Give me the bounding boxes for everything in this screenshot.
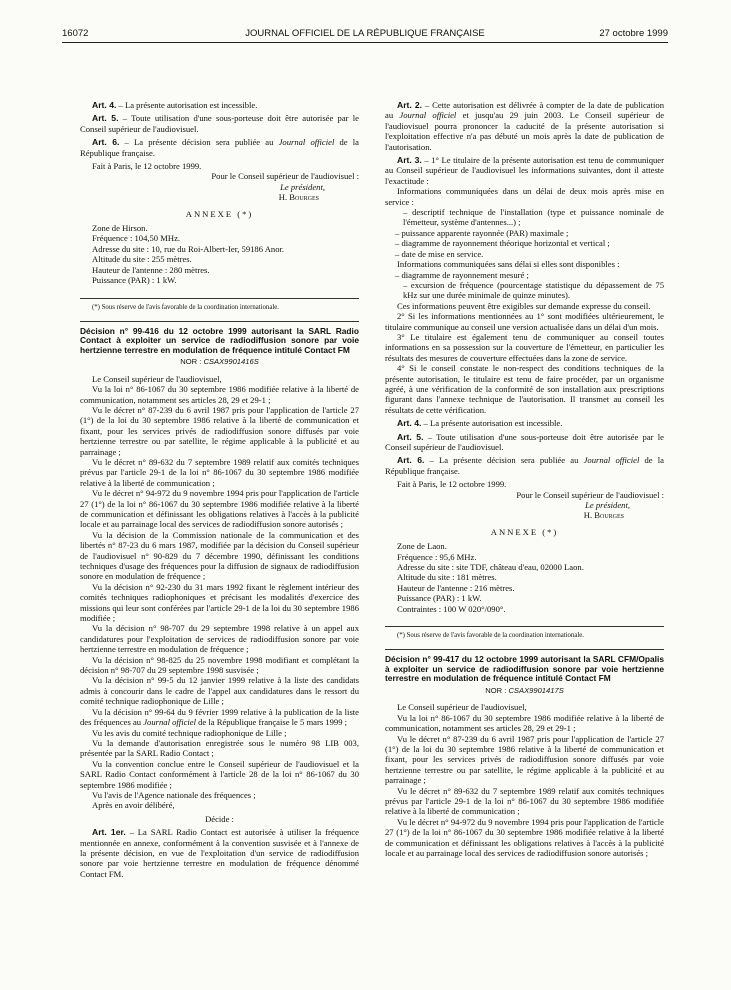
- signature-role: Le président,: [585, 500, 630, 511]
- paragraph: Le Conseil supérieur de l'audiovisuel,: [92, 373, 222, 384]
- decision-title: Décision n° 99-416 du 12 octobre 1999 autorisant la SARL Radio Contact à exploiter un service de radiodiffusion sonore par voie hertzienne terrestre en modulation de fréquence intitulé Contact FM: [80, 325, 359, 355]
- paragraph: Vu la convention conclue entre le Conseil supérieur de l'audiovisuel et la SARL Radio Contact conformément à l'article 28 de la loi n° 86-1067 du 30 septembre 1986 modifiée ;: [80, 758, 359, 790]
- paragraph: Vu la demande d'autorisation enregistrée sous le numéro 98 LIB 003, présentée par la SARL Radio Contact ;: [80, 737, 359, 759]
- list-item: – puissance apparente rayonnée (PAR) maximale ;: [395, 227, 569, 238]
- footnote: (*) Sous réserve de l'avis favorable de la coordination internationale.: [92, 303, 279, 311]
- paragraph: Vu la décision n° 98-707 du 29 septembre 1998 relative à un appel aux candidatures pour l'exploitation de services de radiodiffusion sonore par voie hertzienne terrestre en modulation de fréquence ;: [80, 623, 359, 655]
- nor-reference: NOR : CSAX9901417S: [485, 685, 564, 695]
- article-2: Art. 2. – Cette autorisation est délivrée à compter de la date de publication au Journal officiel et jusqu'au 29 juin 2003. Le Conseil supérieur de l'audiovisuel pourra prononcer la caducité de la présente autorisation si l'exploitation effective n'a pas débuté un mois après la date de publication de l'autorisation.: [385, 100, 665, 152]
- article-4: Art. 4. – La présente autorisation est incessible.: [397, 418, 563, 429]
- annex-heading: ANNEXE (*): [185, 208, 254, 219]
- paragraph: Vu le décret n° 89-632 du 7 septembre 1989 relatif aux comités techniques prévus par l'article 29-1 de la loi n° 86-1067 du 30 septembre 1986 modifiée relative à la liberté de communication ;: [80, 456, 359, 488]
- paragraph: Informations communiquées dans un délai de deux mois après mise en service :: [385, 186, 664, 207]
- paragraph: Vu la loi n° 86-1067 du 30 septembre 1986 modifiée relative à la liberté de communication, notamment ses articles 28, 29 et 29-1 ;: [80, 384, 359, 405]
- signature-name: H. Bourges: [583, 510, 624, 521]
- paragraph: Vu le décret n° 87-239 du 6 avril 1987 pris pour l'application de l'article 27 (1°) de la loi du 30 septembre 1986 relative à la liberté de communication et fixant, pour les services privés de radiodiffusion sonore diffusés par voie hertzienne terrestre ou par satellite, le régime applicable à la publicité et au parrainage ;: [385, 733, 664, 786]
- paragraph: Informations communiquées sans délai si elles sont disponibles :: [397, 259, 620, 270]
- annex-item: Puissance (PAR) : 1 kW.: [92, 275, 177, 286]
- list-item: – date de mise en service.: [395, 248, 484, 259]
- paragraph: Vu la décision n° 98-825 du 25 novembre 1998 modifiant et complétant la décision n° 98-707 du 29 septembre 1998 susvisée ;: [80, 654, 359, 676]
- decides-heading: Décide :: [205, 813, 234, 824]
- paragraph: Vu la décision n° 99-5 du 12 janvier 1999 relative à la liste des candidats admis à concourir dans le cadre de l'appel aux candidatures dans le ressort du comité technique radiophonique de Lille ;: [80, 675, 359, 707]
- left-column: [80, 100, 359, 879]
- annex-item: Adresse du site : 10, rue du Roi-Albert-Ier, 59186 Anor.: [92, 243, 285, 254]
- journal-title: JOURNAL OFFICIEL DE LA RÉPUBLIQUE FRANÇAISE: [245, 28, 485, 39]
- done-at: Fait à Paris, le 12 octobre 1999.: [397, 479, 507, 490]
- header-rule: [62, 42, 668, 43]
- paragraph: Vu le décret n° 89-632 du 7 septembre 1989 relatif aux comités techniques prévus par l'article 29-1 de la loi n° 86-1067 du 30 septembre 1986 modifiée relative à la liberté de communication ;: [385, 785, 664, 817]
- annex-item: Puissance (PAR) : 1 kW.: [397, 593, 482, 604]
- signature-line: Pour le Conseil supérieur de l'audiovisuel :: [211, 171, 359, 182]
- annex-item: Adresse du site : site TDF, château d'eau, 02000 Laon.: [397, 562, 584, 573]
- annex-item: Fréquence : 95,6 MHz.: [397, 551, 477, 562]
- annex-item: Zone de Laon.: [397, 541, 447, 552]
- paragraph: 3° Le titulaire est également tenu de communiquer au conseil toutes informations en sa possession sur la couverture de l'émetteur, en particulier les résultats des mesures de couverture effectuées dans la zone de service.: [385, 331, 664, 363]
- annex-item: Contraintes : 100 W 020°/090°.: [397, 603, 506, 614]
- annex-item: Altitude du site : 255 mètres.: [92, 254, 192, 265]
- article-5: Art. 5. – Toute utilisation d'une sous-porteuse doit être autorisée par le Conseil supérieur de l'audiovisuel.: [385, 431, 664, 452]
- paragraph: Vu la décision n° 92-230 du 31 mars 1992 fixant le règlement intérieur des comités techniques radiophoniques et précisant les modalités d'exercice des missions qui leur sont conférées par l'article 29-1 de la loi du 30 septembre 1986 modifiée ;: [80, 581, 359, 624]
- divider: [385, 649, 664, 650]
- signature-name: H. Bourges: [278, 192, 319, 203]
- right-column: [385, 100, 664, 858]
- page-number: 16072: [62, 28, 89, 39]
- article-3: Art. 3. – 1° Le titulaire de la présente autorisation est tenu de communiquer au Conseil supérieur de l'audiovisuel les informations suivantes, dont il atteste l'exactitude :: [385, 155, 664, 186]
- decision-title: Décision n° 99-417 du 12 octobre 1999 autorisant la SARL CFM/Opalis à exploiter un service de radiodiffusion sonore par voie hertzienne terrestre en modulation de fréquence intitulé Contact FM: [385, 654, 664, 684]
- annex-item: Hauteur de l'antenne : 280 mètres.: [92, 264, 210, 275]
- annex-item: Fréquence : 104,50 MHz.: [92, 233, 181, 244]
- article-4: Art. 4. – La présente autorisation est incessible.: [92, 100, 258, 110]
- paragraph: Vu le décret n° 87-239 du 6 avril 1987 pris pour l'application de l'article 27 (1°) de la loi du 30 septembre 1986 relative à la liberté de communication et fixant, pour les services privés de radiodiffusion sonore diffusés par voie hertzienne terrestre ou par satellite, le régime applicable à la publicité et au parrainage ;: [80, 404, 359, 457]
- paragraph: Vu l'avis de l'Agence nationale des fréquences ;: [92, 789, 256, 800]
- divider: [80, 321, 359, 322]
- paragraph: Vu la loi n° 86-1067 du 30 septembre 1986 modifiée relative à la liberté de communication, notamment ses articles 28, 29 et 29-1 ;: [385, 712, 664, 734]
- issue-date: 27 octobre 1999: [599, 28, 668, 39]
- paragraph: Vu le décret n° 94-972 du 9 novembre 1994 pris pour l'application de l'article 27 (1°) de la loi n° 86-1067 du 30 septembre 1986 modifiée relative à la liberté de communication et définissant les obligations relatives à l'accès à la publicité locale et au parrainage local des services de radiodiffusion sonore autorisés ;: [385, 816, 664, 858]
- done-at: Fait à Paris, le 12 octobre 1999.: [92, 161, 202, 172]
- footnote: (*) Sous réserve de l'avis favorable de la coordination internationale.: [397, 632, 584, 640]
- list-item: – excursion de fréquence (pourcentage statistique du dépassement de 75 kHz sur une durée minimale de quinze minutes).: [403, 279, 664, 301]
- list-item: – diagramme de rayonnement théorique horizontal et vertical ;: [395, 238, 610, 249]
- paragraph: Vu le décret n° 94-972 du 9 novembre 1994 pris pour l'application de l'article 27 (1°) de la loi n° 86-1067 du 30 septembre 1986 modifiée relative à la liberté de communication et définissant les obligations relatives à l'accès à la publicité locale et au parrainage local des services de radiodiffusion sonore autorisés ;: [80, 488, 359, 530]
- signature-line: Pour le Conseil supérieur de l'audiovisuel :: [516, 489, 664, 500]
- annex-heading: ANNEXE (*): [490, 526, 559, 537]
- article-5: Art. 5. – Toute utilisation d'une sous-porteuse doit être autorisée par le Conseil supérieur de l'audiovisuel.: [80, 113, 359, 134]
- divider: [80, 298, 359, 299]
- paragraph: Le Conseil supérieur de l'audiovisuel,: [397, 702, 527, 713]
- annex-list: [80, 223, 359, 285]
- signature-role: Le président,: [280, 181, 325, 192]
- list-item: – diagramme de rayonnement mesuré ;: [395, 269, 529, 280]
- paragraph: Après en avoir délibéré,: [92, 800, 175, 811]
- annex-item: Altitude du site : 181 mètres.: [397, 572, 497, 583]
- list-item: – descriptif technique de l'installation (type et puissance nominale de l'émetteur, système d'antennes...) ;: [403, 207, 664, 228]
- paragraph: Vu la décision de la Commission nationale de la communication et des libertés n° 87-23 du 6 mars 1987, modifiée par la décision du Conseil supérieur de l'audiovisuel n° 90-829 du 7 décembre 1990, définissant les conditions techniques d'usage des fréquences pour la diffusion de signaux de radiodiffusion sonore en modulation de fréquence ;: [80, 529, 359, 582]
- paragraph: Ces informations peuvent être exigibles sur demande expresse du conseil.: [397, 300, 651, 311]
- annex-list: [385, 541, 664, 614]
- article-6: Art. 6. – La présente décision sera publiée au Journal officiel de la République française.: [80, 137, 359, 158]
- annex-item: Zone de Hirson.: [92, 223, 148, 234]
- nor-reference: NOR : CSAX9901416S: [180, 357, 259, 367]
- paragraph: Vu la décision n° 99-64 du 9 février 1999 relative à la publication de la liste des fréquences au Journal officiel de la République française le 5 mars 1999 ;: [80, 706, 359, 728]
- paragraph: 4° Si le conseil constate le non-respect des conditions techniques de la présente autorisation, le titulaire est tenu de faire procéder, par un organisme agréé, à une vérification de la conformité de son installation aux prescriptions figurant dans l'annexe technique de l'autorisation. Il transmet au conseil les résultats de cette vérification.: [385, 363, 664, 415]
- article-6: Art. 6. – La présente décision sera publiée au Journal officiel de la République française.: [385, 455, 664, 476]
- divider: [385, 626, 664, 627]
- paragraph: 2° Si les informations mentionnées au 1° sont modifiées ultérieurement, le titulaire communique au conseil une version actualisée dans un délai d'un mois.: [385, 311, 664, 332]
- article-1: Art. 1er. – La SARL Radio Contact est autorisée à utiliser la fréquence mentionnée en annexe, conformément à la convention susvisée et à l'annexe de la présente décision, en vue de l'exploitation d'un service de radiodiffusion sonore par voie hertzienne terrestre en modulation de fréquence dénommé Contact FM.: [80, 827, 359, 879]
- paragraph: Vu les avis du comité technique radiophonique de Lille ;: [92, 727, 287, 738]
- annex-item: Hauteur de l'antenne : 216 mètres.: [397, 582, 515, 593]
